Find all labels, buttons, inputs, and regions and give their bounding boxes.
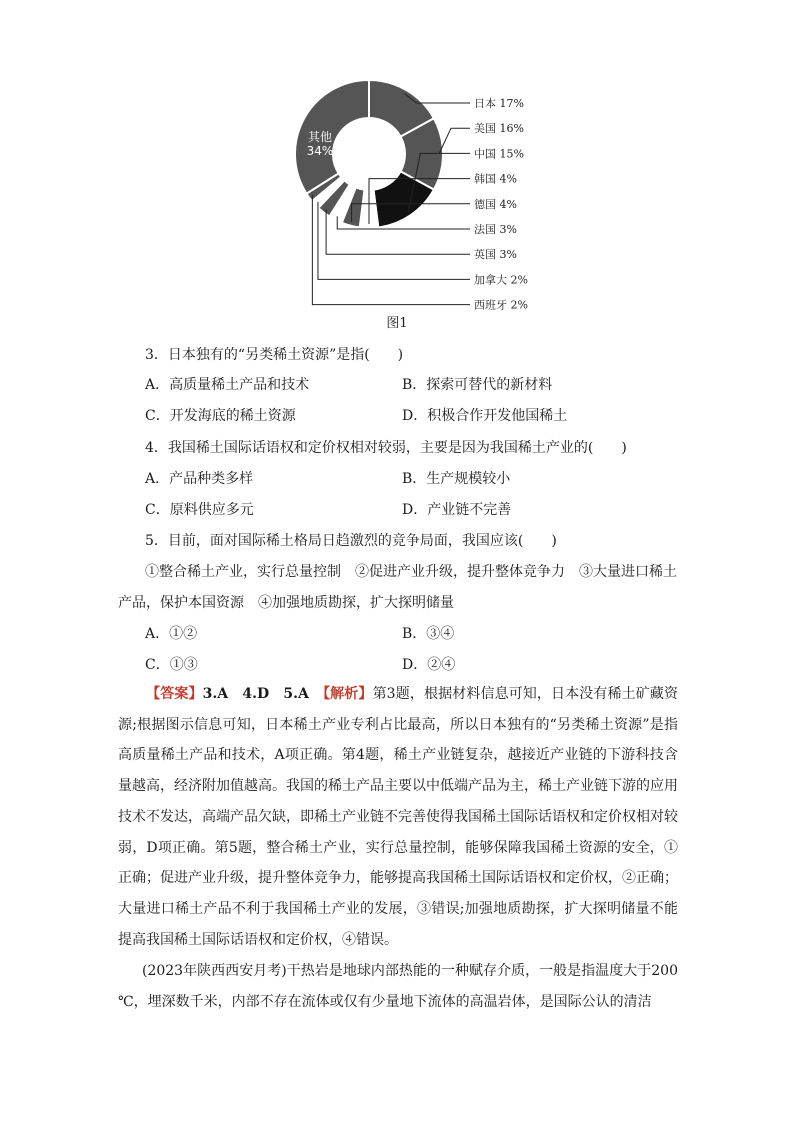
slice-label-5: 法国 3% xyxy=(474,223,517,236)
question-4-option-b: B．生产规模较小 xyxy=(402,471,511,487)
next-material-text: (2023年陕西西安月考)干热岩是地球内部热能的一种赋存介质，一般是指温度大于200 ℃，埋深数千米，内部不存在流体或仅有少量地下流体的高温岩体，是国际公认的清洁 xyxy=(118,963,678,1010)
question-3-option-b: B．探索可替代的新材料 xyxy=(402,377,553,393)
question-3-stem: 3．日本独有的“另类稀土资源”是指( ) xyxy=(145,347,404,363)
slice-label-8: 西班牙 2% xyxy=(474,298,528,312)
slice-label-2: 中国 15% xyxy=(474,147,524,161)
slice-label-0: 日本 17% xyxy=(474,97,524,110)
inner-label-1: 34% xyxy=(306,144,334,158)
question-3-options-row-1 xyxy=(145,374,665,394)
question-4-option-a: A．产品种类多样 xyxy=(145,471,254,487)
slice-label-6: 英国 3% xyxy=(474,248,517,262)
next-material-paragraph xyxy=(118,956,678,1017)
question-5-option-b: B．③④ xyxy=(402,626,455,642)
question-4-options-row-2 xyxy=(145,499,665,519)
figure-caption: 图1 xyxy=(386,316,408,331)
question-4-stem: 4．我国稀土国际话语权和定价权相对较弱，主要是因为我国稀土产业的( ) xyxy=(145,440,627,456)
slice-label-1: 美国 16% xyxy=(474,122,524,136)
question-5-options-row-1 xyxy=(145,623,665,643)
rare-earth-patent-donut-chart xyxy=(0,0,794,320)
answer-keys: 3.A 4.D 5.A xyxy=(202,686,324,702)
question-3-option-d: D．积极合作开发他国稀土 xyxy=(402,408,568,424)
question-5-statements-line-1: ①整合稀土产业，实行总量控制 ②促进产业升级，提升整体竞争力 ③大量进口稀土 xyxy=(145,564,677,580)
question-5-option-c: C．①③ xyxy=(145,657,198,673)
analysis-tag: 【解析】 xyxy=(323,686,373,702)
question-3-option-c: C．开发海底的稀土资源 xyxy=(145,408,296,424)
question-5-options-row-2 xyxy=(145,654,665,674)
question-3-options-row-2 xyxy=(145,405,665,425)
analysis-text: 第3题，根据材料信息可知，日本没有稀土矿藏资源;根据图示信息可知，日本稀土产业专利占比最高，所以日本独有的“另类稀土资源”是指高质量稀土产品和技术，A项正确。第4题，稀土产业链复杂，越接近产业链的下游科技含量越高，经济附加值越高。我国的稀土产品主要以中低端产品为主，稀土产业链下游的应用技术不发达，高端产品欠缺，即稀土产业链不完善使得我国稀土国际话语权和定价权相对较弱，D项正确。第5题，整合稀土产业，实行总量控制，能够保障我国稀土资源的安全，①正确；促进产业升级，提升整体竞争力，能够提高我国稀土国际话语权和定价权，②正确；大量进口稀土产品不利于我国稀土产业的发展，③错误;加强地质勘探，扩大探明储量不能提高我国稀土国际话语权和定价权，④错误。 xyxy=(118,686,679,948)
question-4-option-c: C．原料供应多元 xyxy=(145,502,254,518)
question-4-options-row-1 xyxy=(145,468,665,488)
slice-label-7: 加拿大 2% xyxy=(474,273,528,287)
inner-label-0: 其他 xyxy=(307,130,333,144)
question-5-option-a: A．①② xyxy=(145,626,198,642)
question-3-option-a: A．高质量稀土产品和技术 xyxy=(145,377,310,393)
slice-label-3: 韩国 4% xyxy=(474,172,517,186)
answer-tag: 【答案】 xyxy=(146,686,203,702)
slice-label-4: 德国 4% xyxy=(474,197,517,211)
question-5-statements-line-2: 产品，保护本国资源 ④加强地质勘探，扩大探明储量 xyxy=(118,595,454,611)
question-4-option-d: D．产业链不完善 xyxy=(402,502,512,518)
question-5-option-d: D．②④ xyxy=(402,657,456,673)
chart-svg xyxy=(0,0,794,320)
question-5-stem: 5．目前，面对国际稀土格局日趋激烈的竞争局面，我国应该( ) xyxy=(145,533,557,549)
answer-analysis xyxy=(118,679,678,955)
